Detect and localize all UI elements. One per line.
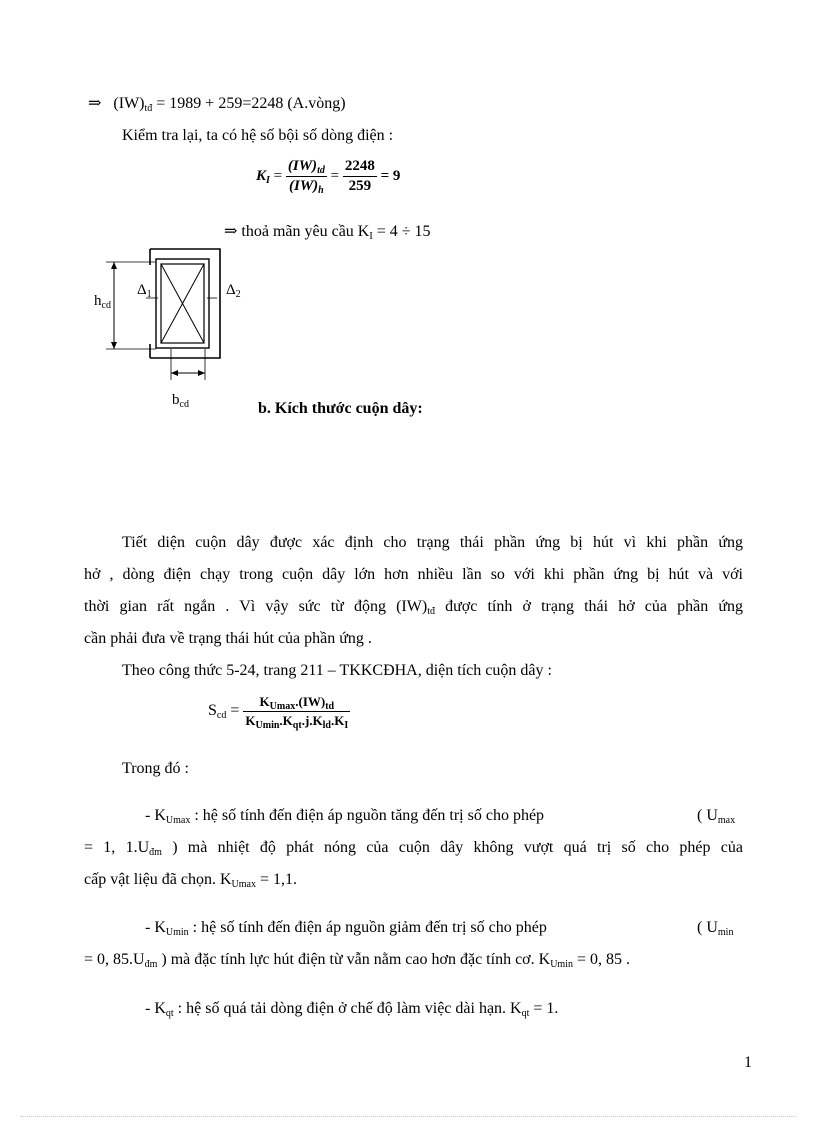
section-title: b. Kích thước cuộn dây: xyxy=(258,400,423,417)
umin-line-1-right: ( $U_{min}$ xyxy=(697,919,734,938)
requirement-satisfied: ⇒ thoả mãn yêu cầu $K_I = 4 \div 15$ xyxy=(224,223,431,242)
formula-reference: Theo công thức 5-24, trang 211 – TKKCĐHA, diện tích cuộn dây : xyxy=(122,662,552,679)
kqt-line: - $K_{qt}$ : hệ số quá tải dòng điện ở chế độ làm việc dài hạn. $K_{qt} = 1$. xyxy=(145,1000,559,1019)
ki-fraction-2: $\frac{2248}{259}$ xyxy=(344,158,375,194)
scd-formula: $S_{cd}$ = $\frac{K_{Umax}.(IW)_{td}}{K_{Umin}.K_{qt}.j.K_{ld}.K_I}$ xyxy=(208,694,349,731)
umax-line-3: cấp vật liệu đã chọn. $K_{Umax} = 1,1$. xyxy=(84,871,297,890)
paragraph-line-1: Tiết diện cuộn dây được xác định cho trạng thái phần ứng bị hút vì khi phần ứng xyxy=(122,534,743,551)
iw-sum-formula: ⇒ $(IW)_{tđ} = 1989 + 259=2248$ (A.vòng) xyxy=(88,95,346,114)
scd-fraction: $\frac{K_{Umax}.(IW)_{td}}{K_{Umin}.K_{qt}.j.K_{ld}.K_I}$ xyxy=(245,694,349,731)
implies-arrow: ⇒ xyxy=(88,95,102,112)
page-number: 1 xyxy=(744,1054,752,1071)
check-text: Kiểm tra lại, ta có hệ số bội số dòng điện : xyxy=(122,127,394,144)
delta2-label: $\Delta_2$ xyxy=(226,282,241,300)
umax-line-1-right: ( $U_{max}$ xyxy=(697,807,736,826)
b-label: $b_{cd}$ xyxy=(172,392,189,410)
umin-line-2: = 0, $85.U_{đm}$ ) mà đặc tính lực hút điện từ vẫn nằm cao hơn đặc tính cơ. $K_{Umin} = 0$, 85 . xyxy=(84,951,630,970)
page-bottom-divider xyxy=(20,1116,796,1117)
ki-fraction-1: $\frac{(IW)_{td}}{(IW)_h}$ xyxy=(287,158,325,196)
delta1-label: $\Delta_1$ xyxy=(137,282,152,300)
where-label: Trong đó : xyxy=(122,760,189,777)
ki-formula: $K_I$ = $\frac{(IW)_{td}}{(IW)_h}$ = $\frac{2248}{259}$ = 9 xyxy=(256,158,401,196)
umin-line-1: - $K_{Umin}$ : hệ số tính đến điện áp nguồn giảm đến trị số cho phép xyxy=(145,919,547,938)
paragraph-line-4: cần phải đưa về trạng thái hút của phần ứng . xyxy=(84,630,372,647)
umax-line-2: = 1, $1.U_{đm}$ ) mà nhiệt độ phát nóng của cuộn dây không vượt quá trị số cho phép của xyxy=(84,839,743,858)
coil-diagram xyxy=(80,245,250,420)
h-label: $h_{cd}$ xyxy=(94,293,111,311)
paragraph-line-2: hở , dòng điện chạy trong cuộn dây lớn hơn nhiều lần so với khi phần ứng bị hút và với xyxy=(84,566,743,583)
umax-line-1: - $K_{Umax}$ : hệ số tính đến điện áp nguồn tăng đến trị số cho phép xyxy=(145,807,545,826)
paragraph-line-3: thời gian rất ngắn . Vì vậy sức từ động $(IW)_{tđ}$ được tính ở trạng thái hở của phần ứng xyxy=(84,598,744,617)
